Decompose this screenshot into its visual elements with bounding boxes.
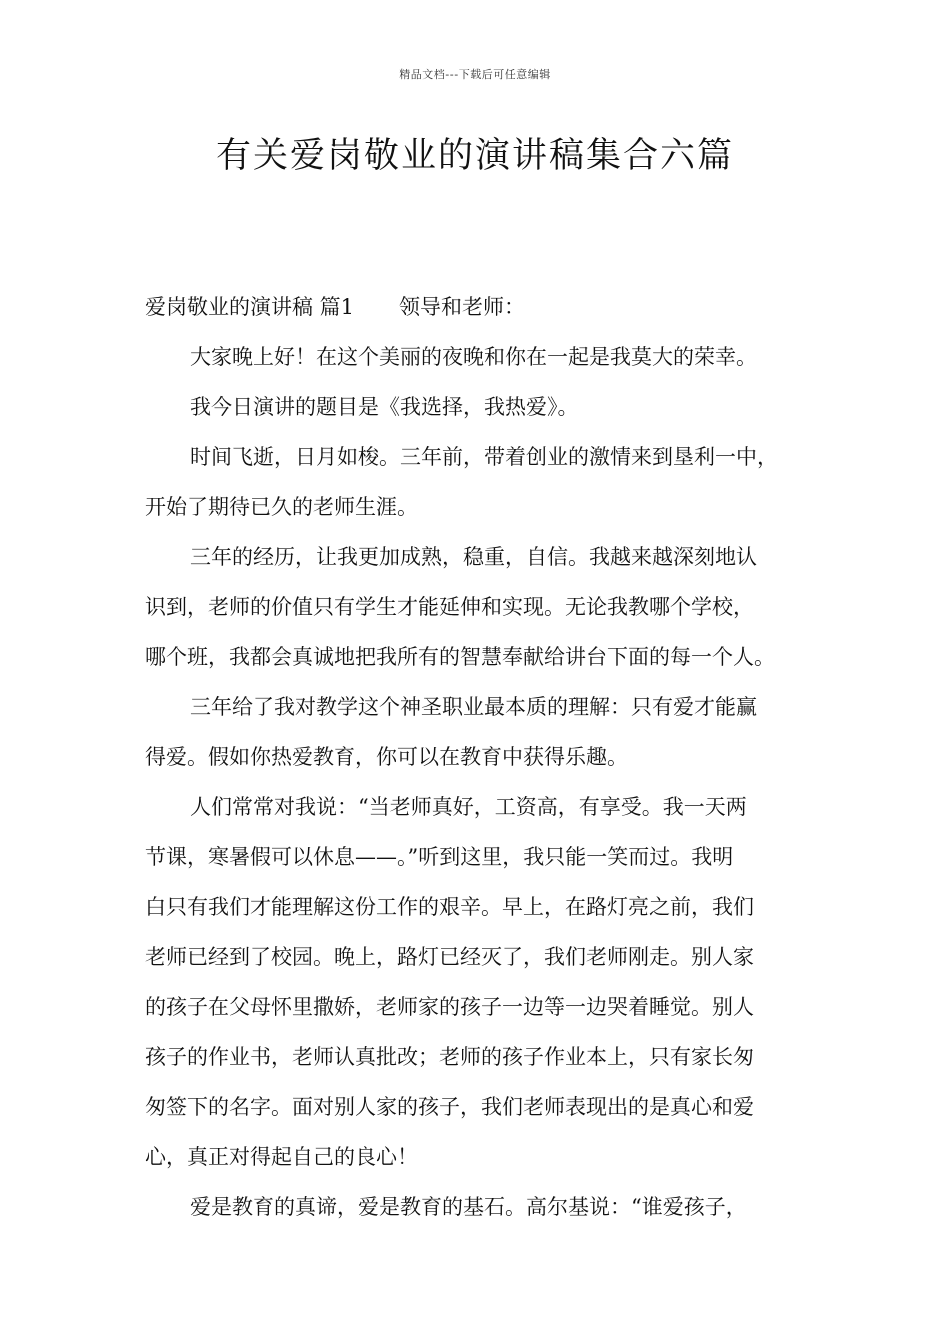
paragraph-line: 孩子的作业书，老师认真批改；老师的孩子作业本上，只有家长匆: [145, 1045, 754, 1069]
paragraph-line: 匆签下的名字。面对别人家的孩子，我们老师表现出的是真心和爱: [145, 1095, 754, 1119]
paragraph-line: 哪个班，我都会真诚地把我所有的智慧奉献给讲台下面的每一个人。: [145, 645, 775, 669]
paragraph-line: 大家晚上好！在这个美丽的夜晚和你在一起是我莫大的荣幸。: [190, 345, 757, 369]
salutation: 领导和老师：: [399, 295, 526, 319]
paragraph-line: 三年给了我对教学这个神圣职业最本质的理解：只有爱才能赢: [190, 695, 757, 719]
paragraph-line: 的孩子在父母怀里撒娇，老师家的孩子一边等一边哭着睡觉。别人: [145, 995, 754, 1019]
section-heading-line: [145, 282, 810, 332]
section-heading: 爱岗敬业的演讲稿 篇1: [145, 295, 355, 319]
paragraph-line: 老师已经到了校园。晚上，路灯已经灭了，我们老师刚走。别人家: [145, 945, 754, 969]
paragraph-line: 节课，寒暑假可以休息——。”听到这里，我只能一笑而过。我明: [145, 845, 734, 869]
document-title: 有关爱岗敬业的演讲稿集合六篇: [215, 136, 734, 176]
paragraph-line: 开始了期待已久的老师生涯。: [145, 495, 418, 519]
document-body: [145, 282, 810, 1232]
paragraph-line: 爱是教育的真谛，爱是教育的基石。高尔基说：“谁爱孩子，: [190, 1195, 747, 1219]
paragraph-line: 三年的经历，让我更加成熟，稳重，自信。我越来越深刻地认: [190, 545, 757, 569]
paragraph-line: 心，真正对得起自己的良心！: [145, 1145, 418, 1169]
paragraph-line: 时间飞逝，日月如梭。三年前，带着创业的激情来到垦利一中，: [190, 445, 778, 469]
header-note: 精品文档---下载后可任意编辑: [399, 68, 551, 81]
paragraph-line: 我今日演讲的题目是《我选择，我热爱》。: [190, 395, 579, 419]
paragraph-line: 识到，老师的价值只有学生才能延伸和实现。无论我教哪个学校，: [145, 595, 754, 619]
paragraph-line: 人们常常对我说：“当老师真好，工资高，有享受。我一天两: [190, 795, 747, 819]
paragraph-line: 得爱。假如你热爱教育，你可以在教育中获得乐趣。: [145, 745, 628, 769]
paragraph-line: 白只有我们才能理解这份工作的艰辛。早上，在路灯亮之前，我们: [145, 895, 754, 919]
